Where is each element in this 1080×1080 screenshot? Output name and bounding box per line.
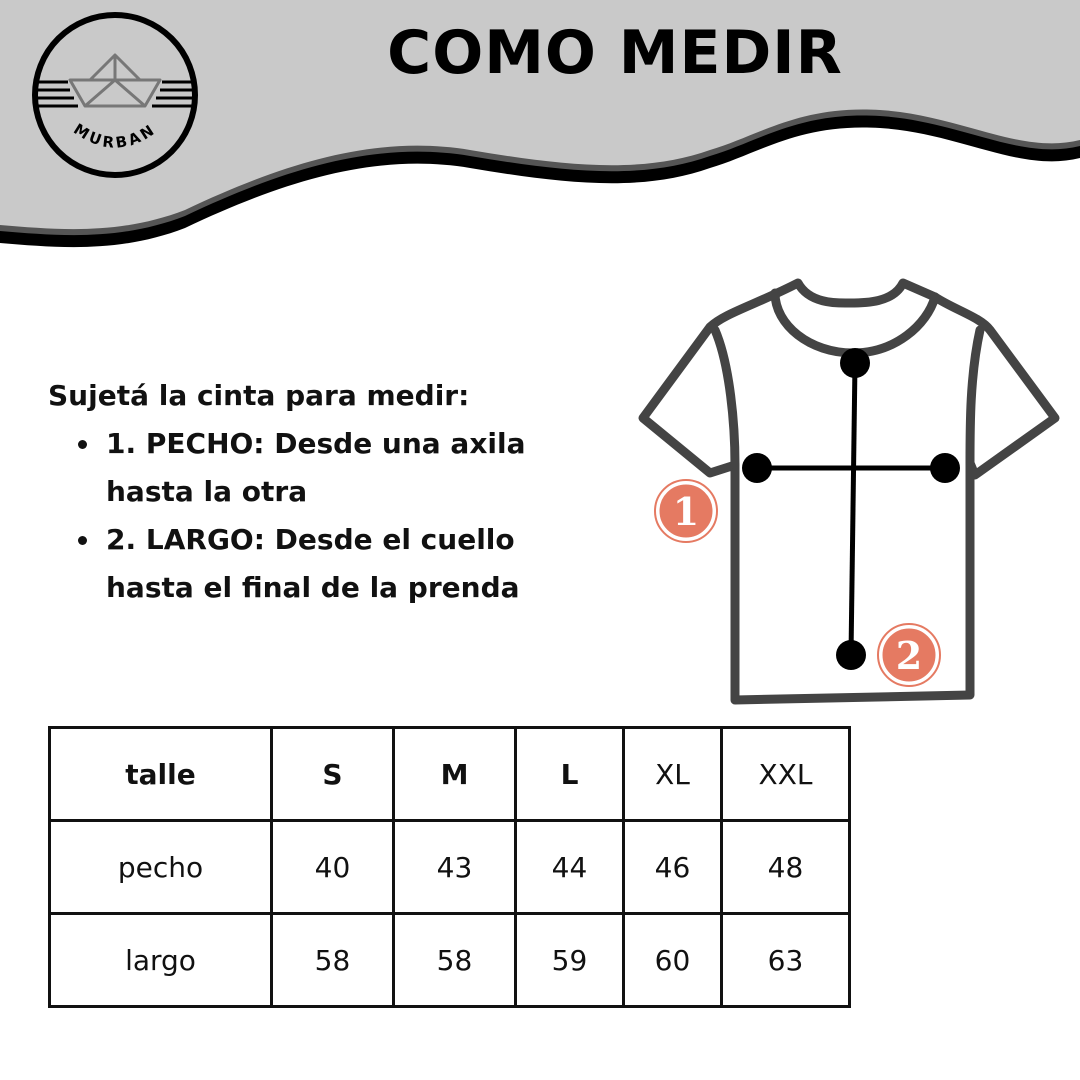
table-cell: 59: [516, 914, 624, 1007]
table-cell: 46: [624, 821, 722, 914]
table-cell: 60: [624, 914, 722, 1007]
table-row: [50, 914, 850, 1007]
marker-1-label: 1: [672, 489, 700, 534]
table-cell: 58: [394, 914, 516, 1007]
svg-text:MURBAN: [70, 120, 159, 152]
speed-lines-icon: [35, 82, 195, 106]
table-header-cell: XXL: [722, 728, 850, 821]
table-header-cell: XL: [624, 728, 722, 821]
table-row: [50, 821, 850, 914]
page-title: COMO MEDIR: [387, 18, 843, 88]
paper-boat-icon: [70, 55, 160, 106]
table-header-cell: L: [516, 728, 624, 821]
table-cell: 63: [722, 914, 850, 1007]
measure-lines: [757, 363, 945, 655]
table-header-cell: talle: [50, 728, 272, 821]
marker-2-label: 2: [895, 633, 923, 678]
list-item-line: 2. LARGO: Desde el cuello: [106, 523, 515, 556]
instructions-intro: Sujetá la cinta para medir:: [48, 379, 470, 412]
table-cell: 40: [272, 821, 394, 914]
list-item-line: hasta el final de la prenda: [106, 571, 520, 604]
list-item-line: 1. PECHO: Desde una axila: [106, 427, 526, 460]
size-table: [48, 726, 851, 1008]
murban-logo: [30, 10, 200, 180]
list-item: [106, 516, 608, 612]
table-row-label: largo: [50, 914, 272, 1007]
table-cell: 44: [516, 821, 624, 914]
table-header-cell: M: [394, 728, 516, 821]
instructions: [48, 372, 608, 612]
table-cell: 43: [394, 821, 516, 914]
list-item: [106, 420, 608, 516]
table-cell: 48: [722, 821, 850, 914]
table-row-label: pecho: [50, 821, 272, 914]
list-item-line: hasta la otra: [106, 475, 308, 508]
brand-text: MURBAN: [70, 119, 160, 152]
tshirt-diagram: [635, 275, 1065, 710]
instructions-list: [48, 420, 608, 612]
marker-2-badge: [878, 624, 940, 686]
table-header-row: [50, 728, 850, 821]
table-header-cell: S: [272, 728, 394, 821]
marker-1-badge: [655, 480, 717, 542]
table-cell: 58: [272, 914, 394, 1007]
